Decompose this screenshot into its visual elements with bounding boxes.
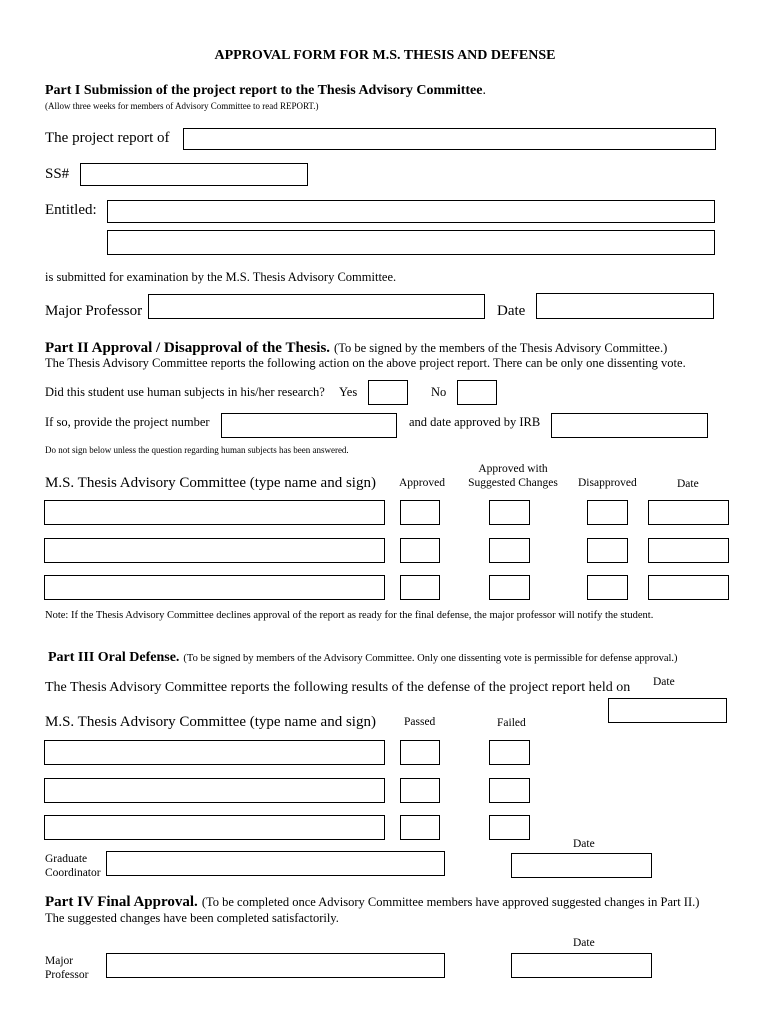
part2-approved-1[interactable] [400,500,440,525]
part4-line2: The suggested changes have been completed satisfactorily. [45,911,339,925]
yes-checkbox[interactable] [368,380,408,405]
part3-passed-3[interactable] [400,815,440,840]
part3-heading-note: (To be signed by members of the Advisory Committee. Only one dissenting vote is permissible for defense approval.) [183,653,678,664]
part2-committee-header: M.S. Thesis Advisory Committee (type name and sign) [45,475,376,491]
col-approved-with-line1: Approved with [478,463,548,475]
part2-committee-name-2[interactable] [44,538,385,563]
part2-line2: The Thesis Advisory Committee reports the following action on the above project report. There can be only one dissenting vote. [45,356,686,370]
part1-note: (Allow three weeks for members of Advisory Committee to read REPORT.) [45,101,319,111]
part2-disapproved-1[interactable] [587,500,628,525]
part3-committee-name-1[interactable] [44,740,385,765]
part2-heading-note: (To be signed by the members of the Thesis Advisory Committee.) [334,341,668,355]
part3-failed-3[interactable] [489,815,530,840]
part2-disapproved-2[interactable] [587,538,628,563]
part4-major-professor-field[interactable] [106,953,445,978]
part2-committee-name-1[interactable] [44,500,385,525]
part3-passed-2[interactable] [400,778,440,803]
project-report-field[interactable] [183,128,716,150]
part1-date-label: Date [497,303,526,319]
col-date: Date [677,478,699,490]
part3-heading: Part III Oral Defense. [48,650,180,665]
part2-date-1[interactable] [648,500,729,525]
part1-date-field[interactable] [536,293,714,319]
part3-passed-1[interactable] [400,740,440,765]
part4-heading-line [45,894,699,910]
human-subjects-question: Did this student use human subjects in his/her research? [45,385,325,399]
project-number-label: If so, provide the project number [45,415,210,429]
part2-approved-3[interactable] [400,575,440,600]
part2-heading: Part II Approval / Disapproval of the Thesis. [45,340,331,356]
entitled-label: Entitled: [45,202,97,218]
col-disapproved: Disapproved [578,477,637,489]
irb-date-field[interactable] [551,413,708,438]
project-number-field[interactable] [221,413,397,438]
part2-heading-line [45,340,667,356]
graduate-coordinator-label-2: Coordinator [45,867,101,879]
ss-label: SS# [45,166,70,182]
part3-committee-header: M.S. Thesis Advisory Committee (type name and sign) [45,714,376,730]
part4-major-label-1: Major [45,955,74,967]
part3-committee-name-3[interactable] [44,815,385,840]
part3-date-label: Date [653,676,675,688]
ss-field[interactable] [80,163,308,186]
part2-approved-with-2[interactable] [489,538,530,563]
part4-heading: Part IV Final Approval. [45,894,198,910]
major-professor-label: Major Professor [45,303,143,319]
part3-heading-line [48,649,678,665]
col-approved: Approved [399,477,445,489]
part3-results-text: The Thesis Advisory Committee reports the following results of the defense of the project report held on [45,680,631,695]
form-title: APPROVAL FORM FOR M.S. THESIS AND DEFENSE [214,48,556,63]
part4-date-field[interactable] [511,953,652,978]
part1-heading: Part I Submission of the project report to the Thesis Advisory Committee [45,83,483,98]
submitted-text: is submitted for examination by the M.S. Thesis Advisory Committee. [45,270,397,284]
yes-label: Yes [339,385,358,399]
part2-date-2[interactable] [648,538,729,563]
part2-approved-2[interactable] [400,538,440,563]
part4-date-label: Date [573,937,595,949]
col-failed: Failed [497,717,526,729]
part3-failed-2[interactable] [489,778,530,803]
graduate-date-field[interactable] [511,853,652,878]
part4-heading-note: (To be completed once Advisory Committee members have approved suggested changes in Part II.) [201,895,700,909]
part2-approved-with-3[interactable] [489,575,530,600]
human-subjects-warning: Do not sign below unless the question regarding human subjects has been answered. [45,445,349,455]
part2-date-3[interactable] [648,575,729,600]
col-passed: Passed [404,716,436,728]
part2-disapproved-3[interactable] [587,575,628,600]
part2-committee-name-3[interactable] [44,575,385,600]
no-label: No [431,385,447,399]
no-checkbox[interactable] [457,380,497,405]
part4-major-label-2: Professor [45,969,89,981]
project-report-label: The project report of [45,130,170,146]
graduate-date-label: Date [573,838,595,850]
entitled-field-line1[interactable] [107,200,715,223]
graduate-coordinator-field[interactable] [106,851,445,876]
part3-failed-1[interactable] [489,740,530,765]
entitled-field-line2[interactable] [107,230,715,255]
part1-heading-end: . [482,83,486,98]
part1-heading-line [45,84,486,98]
irb-date-label: and date approved by IRB [409,415,541,429]
col-approved-with-line2: Suggested Changes [468,477,558,489]
part2-approved-with-1[interactable] [489,500,530,525]
graduate-coordinator-label-1: Graduate [45,853,88,865]
major-professor-field[interactable] [148,294,485,319]
part2-footnote: Note: If the Thesis Advisory Committee declines approval of the report as ready for the final defense, the major professor will notify the student. [45,610,654,621]
part3-committee-name-2[interactable] [44,778,385,803]
defense-date-field[interactable] [608,698,727,723]
